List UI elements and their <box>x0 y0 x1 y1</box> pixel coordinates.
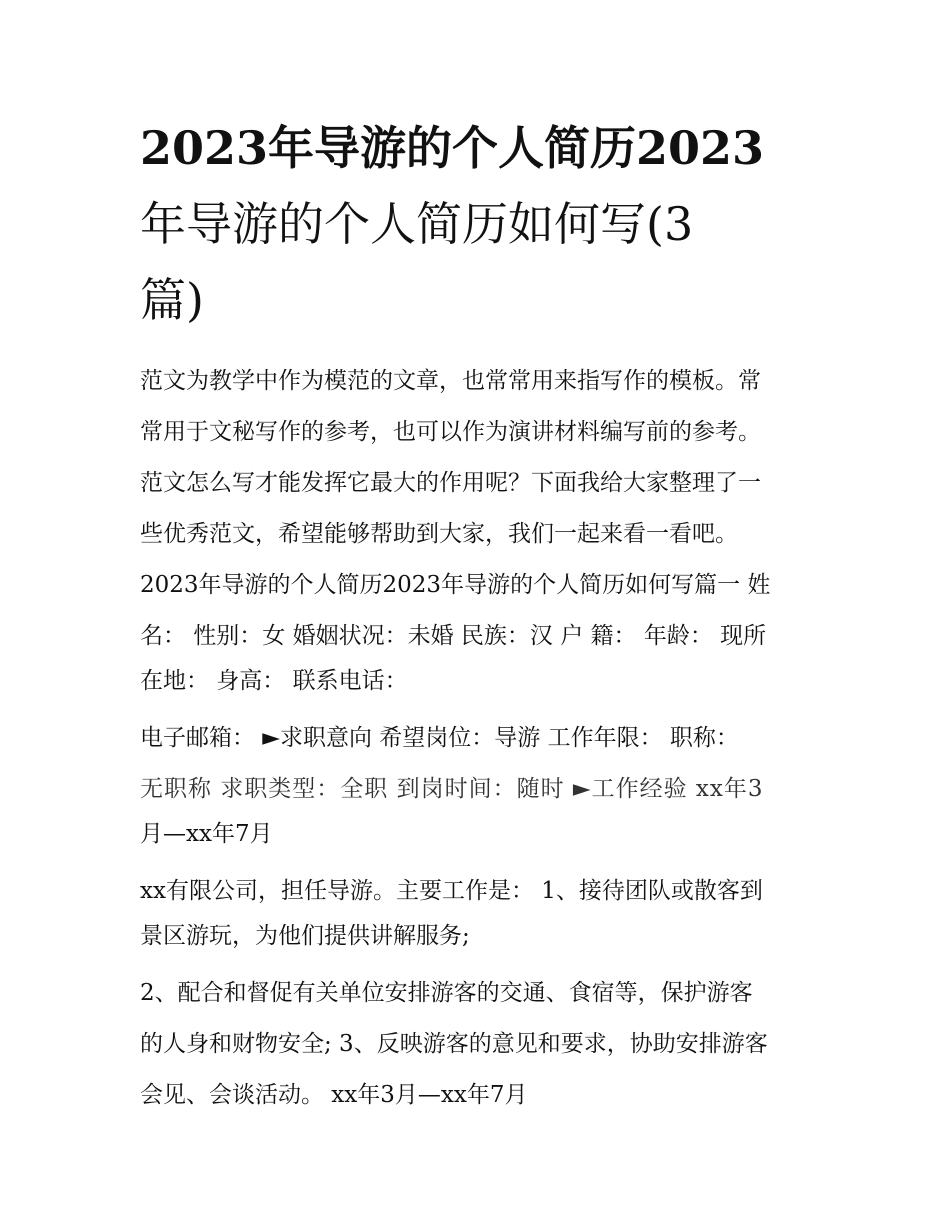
body-line-3: 范文怎么写才能发挥它最大的作用呢？下面我给大家整理了一 <box>140 470 761 496</box>
body-line-14: 的人身和财物安全; 3、反映游客的意见和要求，协助安排游客 <box>140 1031 768 1057</box>
body-line-10: 月—xx年7月 <box>140 821 273 847</box>
body-line-6: 名： 性别：女 婚姻状况：未婚 民族：汉 户 籍： 年龄： 现所 <box>140 623 767 649</box>
body-line-2: 常用于文秘写作的参考，也可以作为演讲材料编写前的参考。 <box>140 419 761 445</box>
body-line-9: 无职称 求职类型：全职 到岗时间：随时 ►工作经验 xx年3 <box>140 776 764 802</box>
document-title <box>140 110 820 338</box>
title-line-3: 篇) <box>140 273 204 327</box>
body-line-13: 2、配合和督促有关单位安排游客的交通、食宿等，保护游客 <box>140 980 753 1006</box>
title-line-2: 年导游的个人简历如何写(3 <box>140 197 694 251</box>
body-line-15: 会见、会谈活动。 xx年3月—xx年7月 <box>140 1082 528 1108</box>
body-line-5: 2023年导游的个人简历2023年导游的个人简历如何写篇一 姓 <box>140 572 771 598</box>
body-line-11: xx有限公司，担任导游。主要工作是： 1、接待团队或散客到 <box>140 878 763 904</box>
title-line-1: 2023年导游的个人简历2023 <box>140 121 765 175</box>
body-line-4: 些优秀范文，希望能够帮助到大家，我们一起来看一看吧。 <box>140 521 738 547</box>
body-line-8: 电子邮箱： ►求职意向 希望岗位：导游 工作年限： 职称： <box>140 725 739 751</box>
body-line-12: 景区游玩，为他们提供讲解服务; <box>140 923 470 949</box>
body-line-7: 在地： 身高： 联系电话： <box>140 668 408 694</box>
body-line-1: 范文为教学中作为模范的文章，也常常用来指写作的模板。常 <box>140 368 761 394</box>
document-body <box>140 356 820 1121</box>
